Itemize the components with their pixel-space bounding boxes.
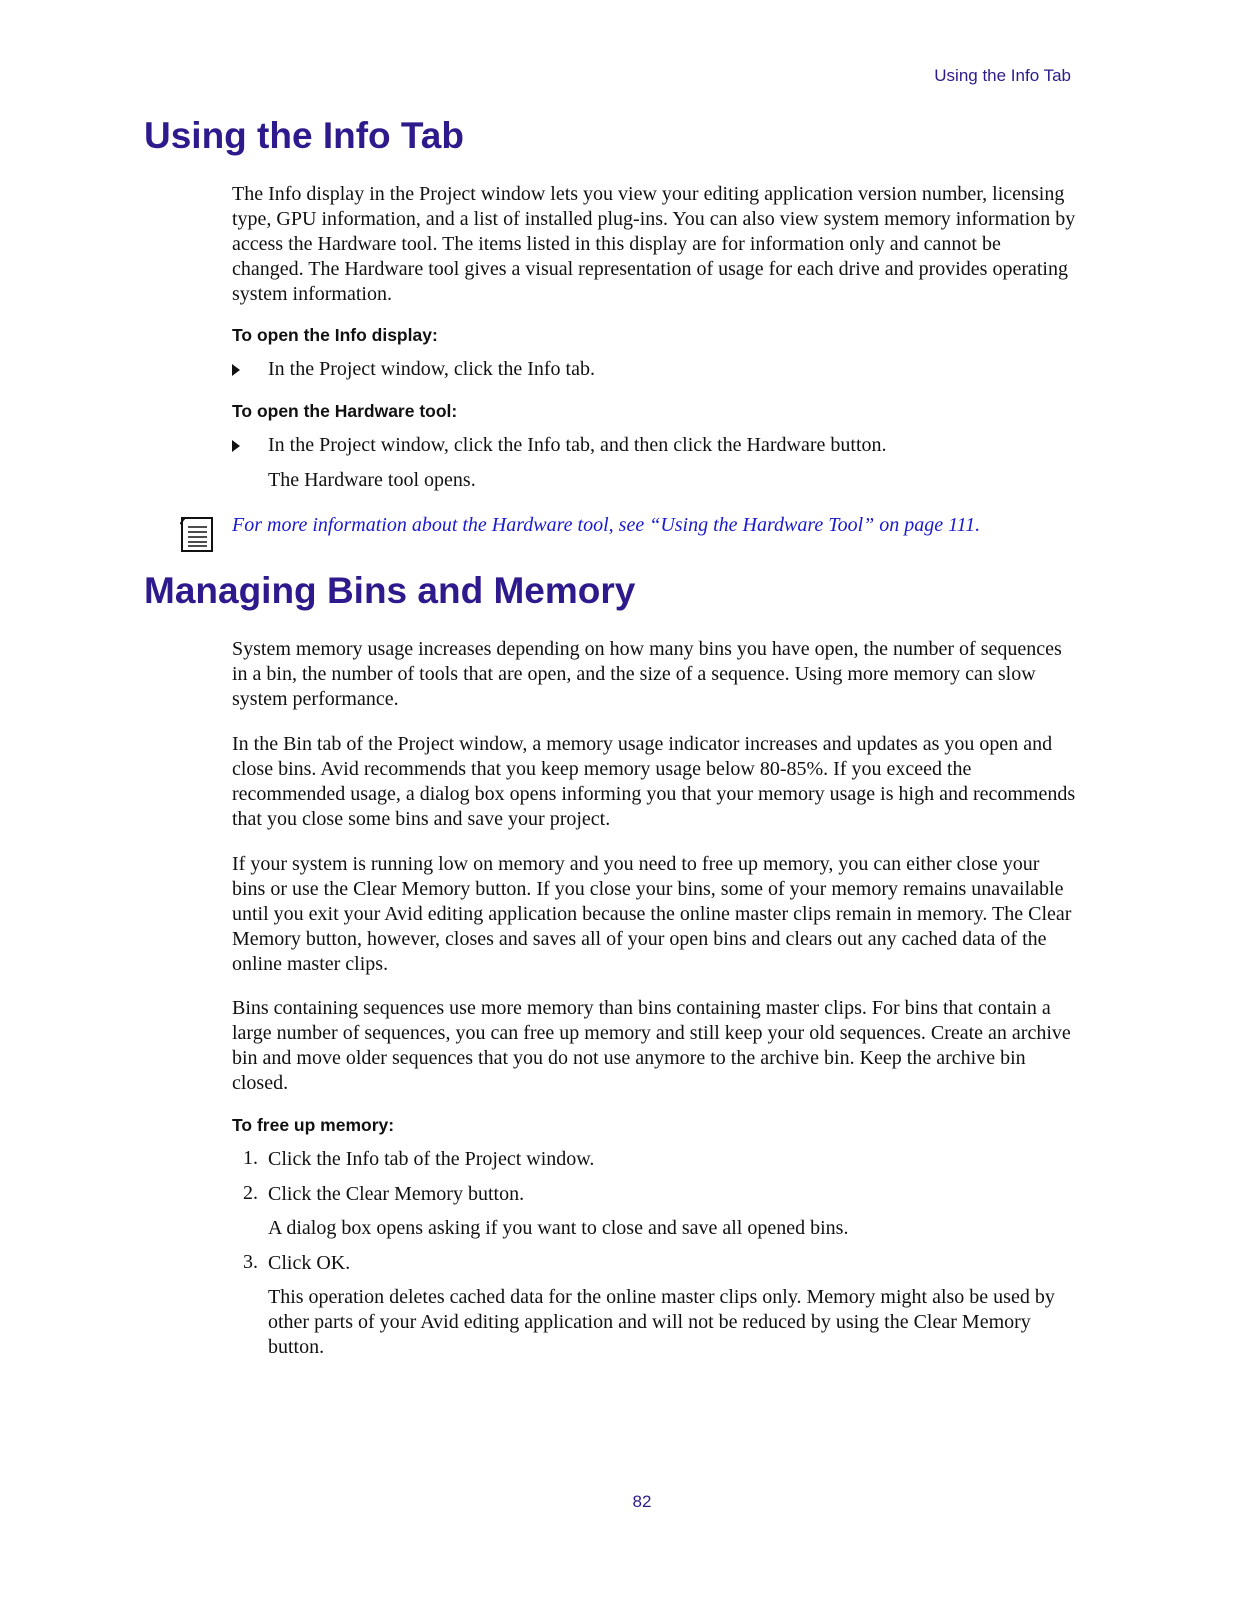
triangle-bullet-icon (232, 440, 240, 452)
procedure-heading: To open the Hardware tool: (232, 401, 458, 421)
procedure-heading: To open the Info display: (232, 325, 438, 345)
paragraph-text: If your system is running low on memory and you need to free up memory, you can either close your bins or use the Clear Memory button. If you close your bins, some of your memory remains unavailable until you exit your Avid editing application because the online master clips remain in memory. The Clear Memory button, however, closes and saves all of your open bins and clears out any cached data of the online master clips. (232, 853, 1072, 975)
step-text: Click the Info tab of the Project window. (268, 1148, 595, 1170)
note-icon (180, 515, 214, 553)
step-number: 2. (243, 1182, 258, 1204)
step-number: 1. (243, 1147, 258, 1169)
step-result: A dialog box opens asking if you want to close and save all opened bins. (268, 1217, 849, 1239)
body-paragraph (232, 637, 1077, 712)
step-result: This operation deletes cached data for the online master clips only. Memory might also be used by other parts of your Avid editing application and will not be reduced by using the Clear Memory button. (268, 1286, 1055, 1358)
procedure-heading: To free up memory: (232, 1115, 395, 1135)
paragraph-text: Bins containing sequences use more memory than bins containing master clips. For bins that contain a large number of sequences, you can free up memory and still keep your old sequences. Create an archive bin and move older sequences that you do not use anymore to the archive bin. Keep the archive bin closed. (232, 997, 1071, 1094)
bullet-text: In the Project window, click the Info tab. (268, 358, 595, 380)
running-head: Using the Info Tab (934, 66, 1071, 85)
triangle-bullet-icon (232, 364, 240, 376)
page-number: 82 (632, 1492, 652, 1511)
paragraph-text: The Info display in the Project window lets you view your editing application version number, licensing type, GPU information, and a list of installed plug-ins. You can also view system memory information by access the Hardware tool. The items listed in this display are for information only and cannot be changed. The Hardware tool gives a visual representation of usage for each drive and provides operating system information. (232, 183, 1076, 305)
step-text: Click OK. (268, 1252, 351, 1274)
note-cross-reference-link[interactable]: For more information about the Hardware tool, see “Using the Hardware Tool” on page 111. (232, 514, 981, 536)
step-number: 3. (243, 1251, 258, 1273)
step-text: Click the Clear Memory button. (268, 1183, 525, 1205)
bullet-text: In the Project window, click the Info tab, and then click the Hardware button. (268, 434, 887, 456)
step-result: The Hardware tool opens. (268, 469, 476, 491)
section-title-info-tab: Using the Info Tab (144, 115, 464, 156)
section-title-managing-bins: Managing Bins and Memory (144, 570, 636, 611)
body-paragraph (232, 732, 1077, 832)
body-paragraph (232, 996, 1077, 1096)
paragraph-text: In the Bin tab of the Project window, a memory usage indicator increases and updates as you open and close bins. Avid recommends that you keep memory usage below 80-85%. If you exceed the recommended usage, a dialog box opens informing you that your memory usage is high and recommends that you close some bins and save your project. (232, 733, 1076, 830)
info-intro-paragraph (232, 182, 1077, 307)
paragraph-text: System memory usage increases depending on how many bins you have open, the number of sequences in a bin, the number of tools that are open, and the size of a sequence. Using more memory can slow system performance. (232, 638, 1062, 710)
body-paragraph (232, 852, 1077, 977)
